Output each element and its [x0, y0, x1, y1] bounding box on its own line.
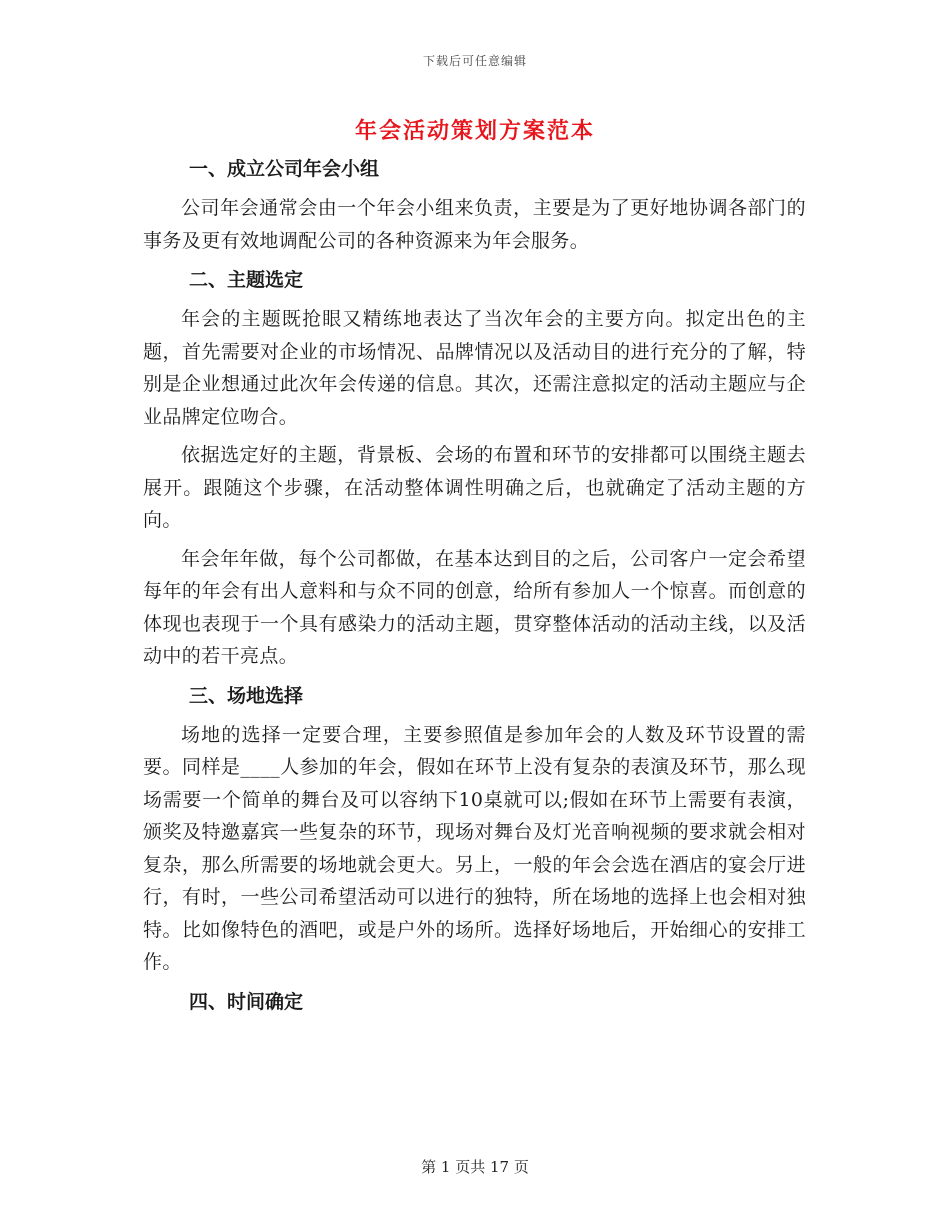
section-heading: 二、主题选定: [189, 269, 304, 291]
document-title: 年会活动策划方案范本: [354, 118, 595, 144]
paragraph: 年会年年做，每个公司都做，在基本达到目的之后，公司客户一定会希望每年的年会有出人意料和与众不同的创意，给所有参加人一个惊喜。而创意的体现也表现于一个具有感染力的活动主题，贯穿整体活动的活动主线，以及活动中的若干亮点。: [143, 547, 806, 667]
section-heading: 一、成立公司年会小组: [189, 158, 380, 180]
header-note: 下载后可任意编辑: [422, 54, 527, 68]
document-body: [143, 152, 806, 1025]
section-heading: 四、时间确定: [189, 990, 304, 1013]
paragraph: 依据选定好的主题，背景板、会场的布置和环节的安排都可以围绕主题去展开。跟随这个步骤，在活动整体调性明确之后，也就确定了活动主题的方向。: [143, 444, 806, 531]
section-heading: 三、场地选择: [189, 684, 304, 707]
section-1: [143, 152, 806, 257]
section-2: [143, 263, 806, 673]
page-footer: 第 1 页共 17 页: [421, 1158, 529, 1176]
section-4: [143, 985, 806, 1019]
paragraph: 场地的选择一定要合理，主要参照值是参加年会的人数及环节设置的需要。同样是____人参加的年会，假如在环节上没有复杂的表演及环节，那么现场需要一个简单的舞台及可以容纳下10桌就可以;假如在环节上需要有表演，颁奖及特邀嘉宾一些复杂的环节，现场对舞台及灯光音响视频的要求就会相对复杂，那么所需要的场地就会更大。另上，一般的年会会选在酒店的宴会厅进行，有时，一些公司希望活动可以进行的独特，所在场地的选择上也会相对独特。比如像特色的酒吧，或是户外的场所。选择好场地后，开始细心的安排工作。: [143, 723, 806, 973]
paragraph: 公司年会通常会由一个年会小组来负责，主要是为了更好地协调各部门的事务及更有效地调配公司的各种资源来为年会服务。: [143, 197, 806, 252]
section-3: [143, 679, 806, 979]
paragraph: 年会的主题既抢眼又精练地表达了当次年会的主要方向。拟定出色的主题，首先需要对企业的市场情况、品牌情况以及活动目的进行充分的了解，特别是企业想通过此次年会传递的信息。其次，还需注意拟定的活动主题应与企业品牌定位吻合。: [143, 308, 806, 428]
